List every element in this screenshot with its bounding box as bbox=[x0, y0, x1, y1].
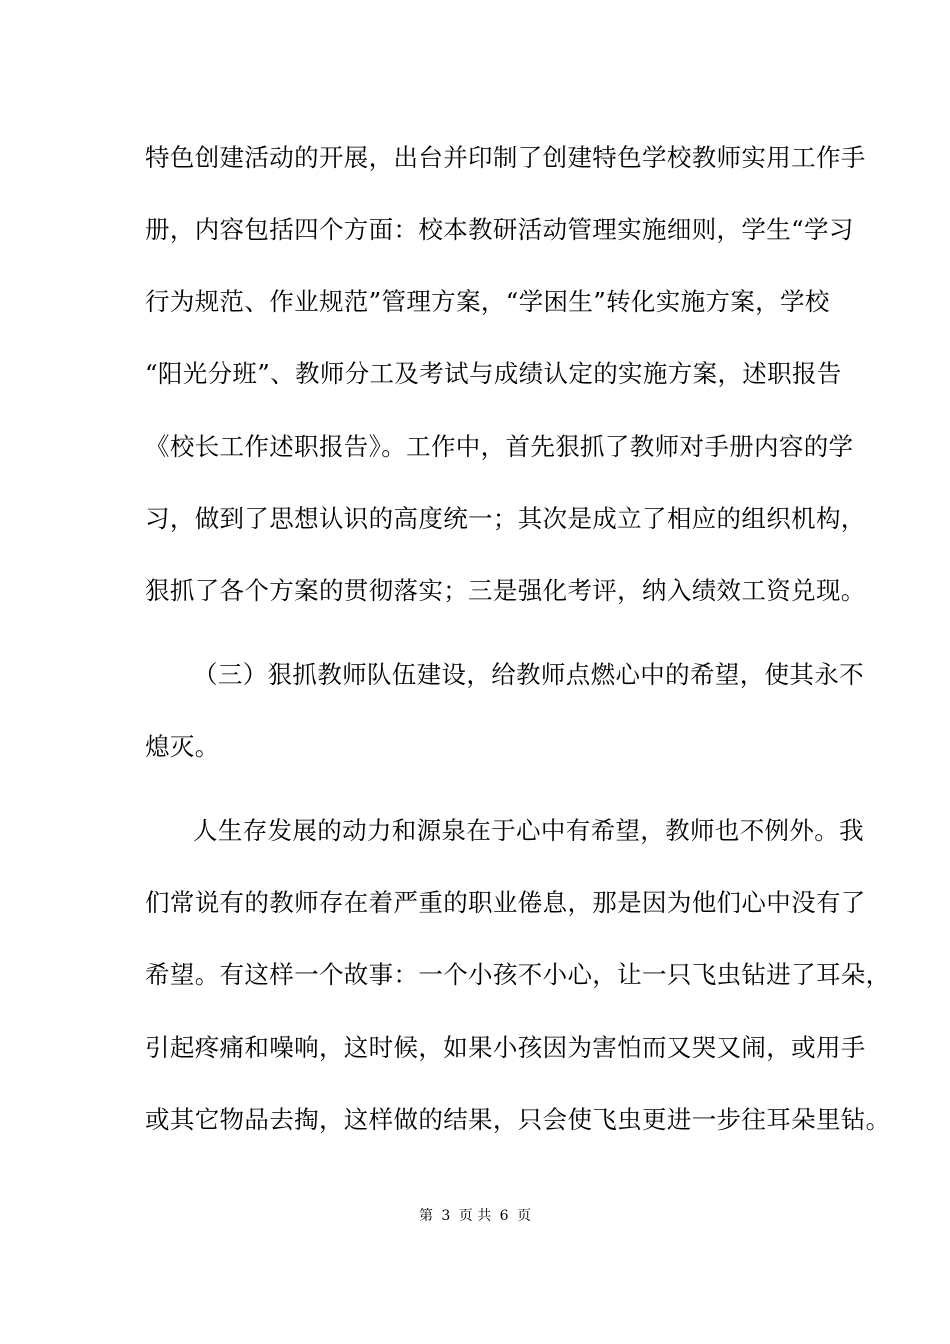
section-heading-line: （三）狠抓教师队伍建设，给教师点燃心中的希望，使其永不 bbox=[193, 660, 864, 689]
text-line: 册，内容包括四个方面：校本教研活动管理实施细则，学生“学习 bbox=[145, 215, 854, 244]
footer-middle: 页 共 bbox=[458, 1208, 492, 1224]
text-line: 特色创建活动的开展，出台并印制了创建特色学校教师实用工作手 bbox=[145, 143, 866, 172]
current-page-number: 3 bbox=[441, 1208, 451, 1224]
text-line: 们常说有的教师存在着严重的职业倦息，那是因为他们心中没有了 bbox=[145, 888, 866, 917]
paragraph-first-line: 人生存发展的动力和源泉在于心中有希望，教师也不例外。我 bbox=[193, 816, 864, 845]
footer-suffix: 页 bbox=[517, 1208, 532, 1224]
footer-prefix: 第 bbox=[418, 1208, 433, 1224]
text-line: 习，做到了思想认识的高度统一；其次是成立了相应的组织机构， bbox=[145, 504, 866, 533]
text-line: 希望。有这样一个故事：一个小孩不小心，让一只飞虫钻进了耳朵， bbox=[145, 960, 891, 989]
page-footer bbox=[0, 1207, 950, 1225]
section-heading-line: 熄灭。 bbox=[145, 732, 220, 761]
text-line: 引起疼痛和噪响，这时候，如果小孩因为害怕而又哭又闹，或用手 bbox=[145, 1033, 866, 1062]
total-pages-number: 6 bbox=[499, 1208, 509, 1224]
text-line: 行为规范、作业规范”管理方案，“学困生”转化实施方案，学校 bbox=[145, 287, 830, 316]
text-line: 或其它物品去掏，这样做的结果，只会使飞虫更进一步往耳朵里钻。 bbox=[145, 1105, 891, 1134]
text-line: 《校长工作述职报告》。工作中，首先狠抓了教师对手册内容的学 bbox=[145, 432, 854, 461]
text-line: 狠抓了各个方案的贯彻落实；三是强化考评，纳入绩效工资兑现。 bbox=[145, 576, 866, 605]
text-line: “阳光分班”、教师分工及考试与成绩认定的实施方案，述职报告 bbox=[145, 359, 842, 388]
